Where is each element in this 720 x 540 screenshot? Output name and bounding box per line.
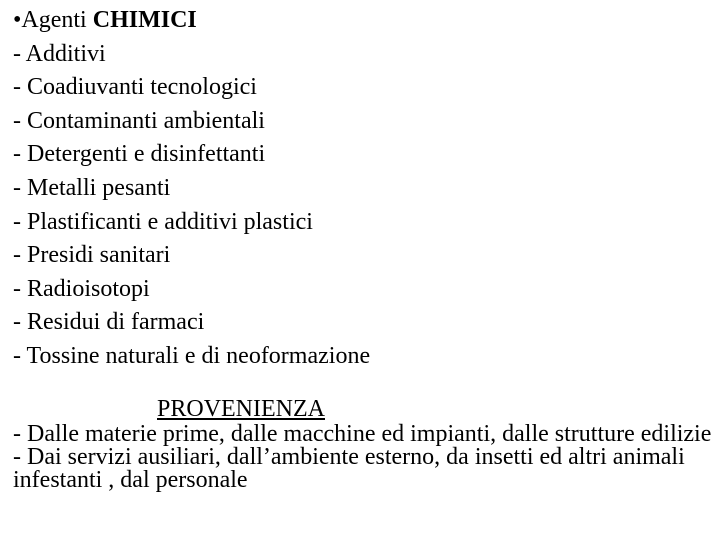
provenienza-line: - Dai servizi ausiliari, dall’ambiente esterno, da insetti ed altri animali infestanti , dal personale xyxy=(13,444,685,493)
list-item: - Detergenti e disinfettanti xyxy=(13,141,266,168)
provenienza-block xyxy=(13,395,713,492)
list-item: - Additivi xyxy=(13,40,106,67)
provenienza-heading: PROVENIENZA xyxy=(157,396,325,422)
bullet: • xyxy=(13,7,22,33)
section-title xyxy=(13,4,713,38)
list-item: - Contaminanti ambientali xyxy=(13,107,265,134)
list-item: - Presidi sanitari xyxy=(13,242,171,269)
list-item: - Plastificanti e additivi plastici xyxy=(13,208,313,235)
list-item: - Coadiuvanti tecnologici xyxy=(13,74,257,101)
provenienza-line: - Dalle materie prime, dalle macchine ed impianti, dalle strutture edilizie xyxy=(13,421,712,447)
list-item: - Tossine naturali e di neoformazione xyxy=(13,342,371,369)
title-prefix: Agenti xyxy=(21,7,87,33)
provenienza-heading-line xyxy=(13,395,713,423)
chemical-agents-block xyxy=(13,4,713,374)
list-item: - Radioisotopi xyxy=(13,275,150,302)
title-strong: CHIMICI xyxy=(92,7,197,33)
list-item: - Metalli pesanti xyxy=(13,174,171,201)
list-item: - Residui di farmaci xyxy=(13,309,205,336)
